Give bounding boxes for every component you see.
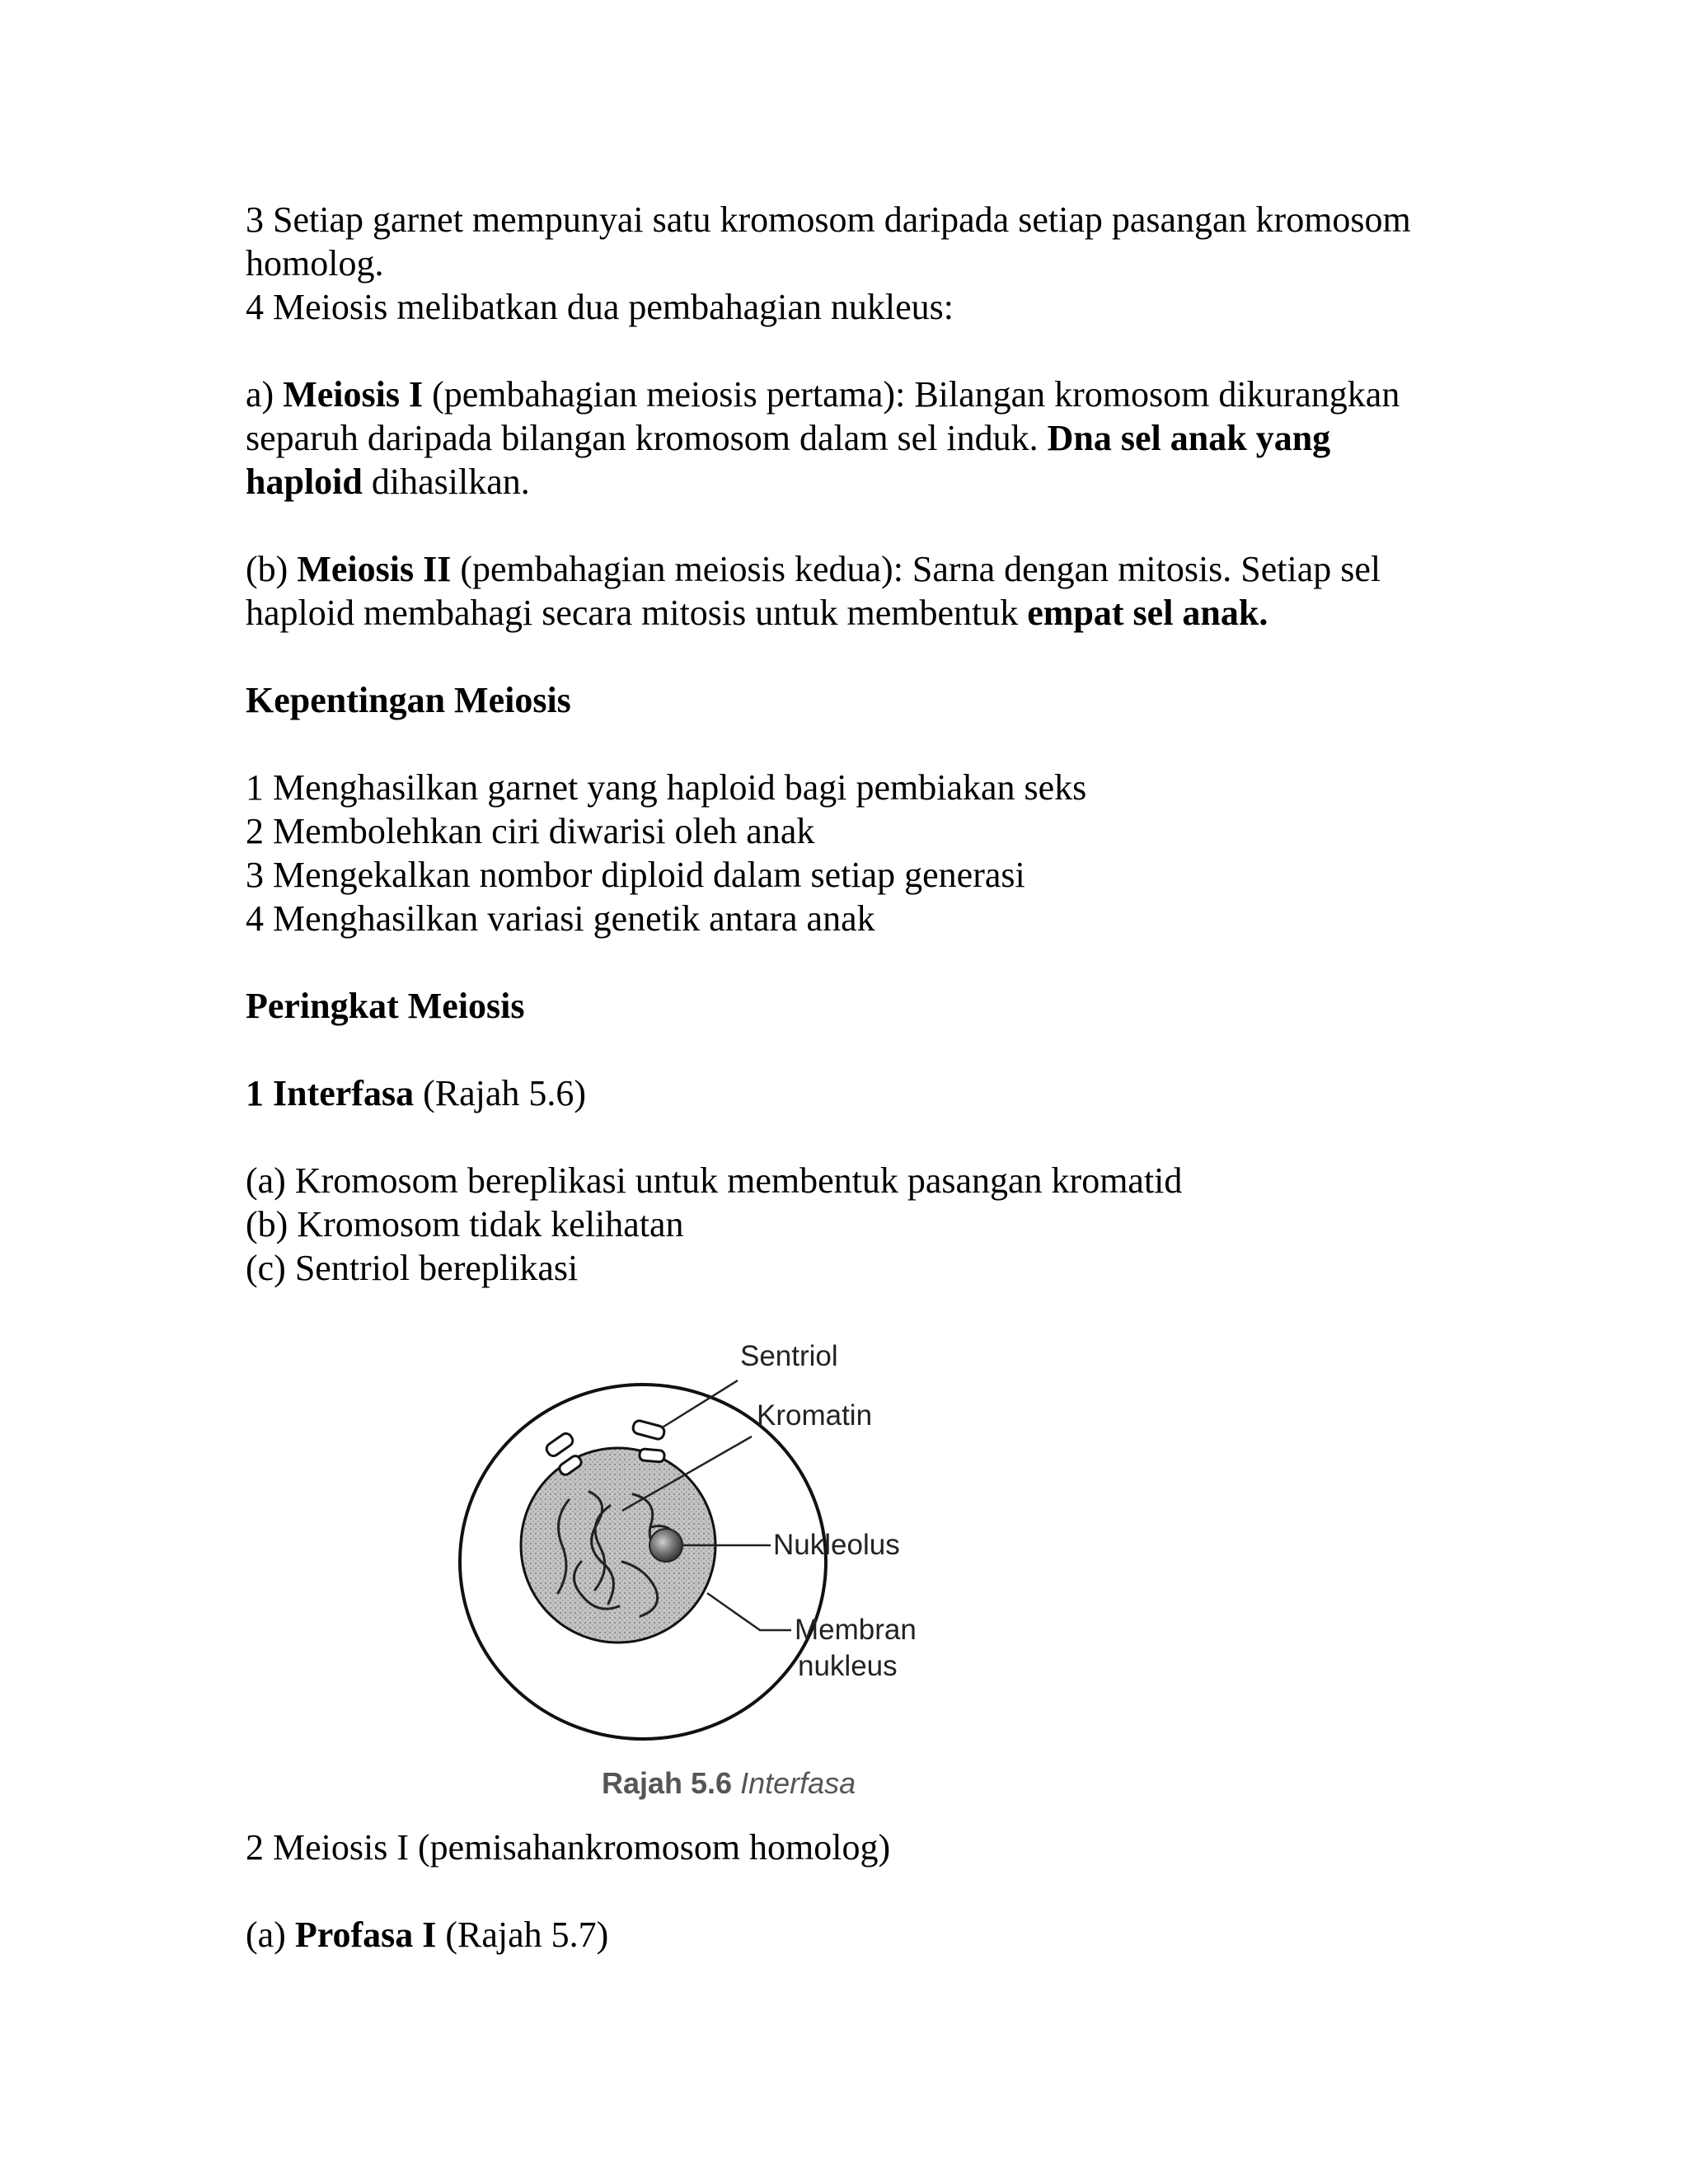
importance-item: 4 Menghasilkan variasi genetik antara anak xyxy=(246,898,875,939)
meiosis-2-text: (pembahagian meiosis kedua): Sarna dengan mitosis. Setiap sel xyxy=(451,549,1381,589)
profase-term: Profasa I xyxy=(294,1915,437,1955)
interphase-item: (a) Kromosom bereplikasi untuk membentuk pasangan kromatid xyxy=(246,1160,1183,1201)
importance-item: 1 Menghasilkan garnet yang haploid bagi pembiakan seks xyxy=(246,767,1087,808)
meiosis-2-bold-2: empat sel anak. xyxy=(1027,593,1268,633)
profase-prefix: (a) xyxy=(246,1915,295,1955)
interphase-figure xyxy=(445,1315,1071,1817)
profase-line xyxy=(246,1913,1482,1957)
document-body xyxy=(246,198,1482,1290)
caption-number: Rajah 5.6 xyxy=(602,1766,733,1800)
intro-line-1: 3 Setiap garnet mempunyai satu kromosom daripada setiap pasangan kromosom xyxy=(246,199,1411,240)
meiosis-1-bold-2: Dna sel anak yang xyxy=(1047,418,1331,458)
caption-title: Interfasa xyxy=(740,1766,856,1800)
stages-heading: Peringkat Meiosis xyxy=(246,986,525,1026)
interphase-line xyxy=(246,1071,1482,1115)
intro-line-3: 4 Meiosis melibatkan dua pembahagian nukleus: xyxy=(246,287,954,327)
importance-heading: Kepentingan Meiosis xyxy=(246,680,571,720)
profase-ref: (Rajah 5.7) xyxy=(436,1915,609,1955)
interphase-ref: (Rajah 5.6) xyxy=(414,1073,587,1113)
figure-caption xyxy=(602,1766,856,1801)
meiosis-1-text-3: dihasilkan. xyxy=(362,462,530,502)
meiosis-1-line-1 xyxy=(246,373,1482,416)
meiosis-1-stage-line: 2 Meiosis I (pemisahankromosom homolog) xyxy=(246,1827,891,1868)
meiosis-1-prefix: a) xyxy=(246,374,284,415)
intro-line-2: homolog. xyxy=(246,243,384,284)
meiosis-2-line-1 xyxy=(246,547,1482,591)
meiosis-1-text-2: separuh daripada bilangan kromosom dalam sel induk. xyxy=(246,418,1048,458)
interphase-term: 1 Interfasa xyxy=(246,1073,415,1113)
meiosis-2-text-2: haploid membahagi secara mitosis untuk membentuk xyxy=(246,593,1028,633)
meiosis-1-line-3 xyxy=(246,460,1482,504)
label-nukleus: nukleus xyxy=(798,1650,898,1682)
document-body-continued xyxy=(246,1825,1482,1957)
importance-item: 3 Mengekalkan nombor diploid dalam setiap generasi xyxy=(246,855,1025,895)
label-kromatin: Kromatin xyxy=(757,1399,873,1432)
meiosis-1-text: (pembahagian meiosis pertama): Bilangan kromosom dikurangkan xyxy=(423,374,1400,415)
meiosis-1-bold-3: haploid xyxy=(246,462,363,502)
meiosis-2-prefix: (b) xyxy=(246,549,298,589)
meiosis-2-term: Meiosis II xyxy=(297,549,452,589)
nucleolus xyxy=(649,1529,682,1562)
interphase-item: (b) Kromosom tidak kelihatan xyxy=(246,1204,684,1244)
interphase-item: (c) Sentriol bereplikasi xyxy=(246,1248,579,1288)
label-membran: Membran xyxy=(795,1614,917,1646)
meiosis-2-line-2 xyxy=(246,591,1482,635)
label-sentriol: Sentriol xyxy=(740,1340,838,1372)
cell-diagram xyxy=(445,1315,1071,1760)
importance-item: 2 Membolehkan ciri diwarisi oleh anak xyxy=(246,811,815,851)
meiosis-1-term: Meiosis I xyxy=(283,374,424,415)
label-nukleolus: Nukleolus xyxy=(773,1529,900,1561)
meiosis-1-line-2 xyxy=(246,416,1482,460)
